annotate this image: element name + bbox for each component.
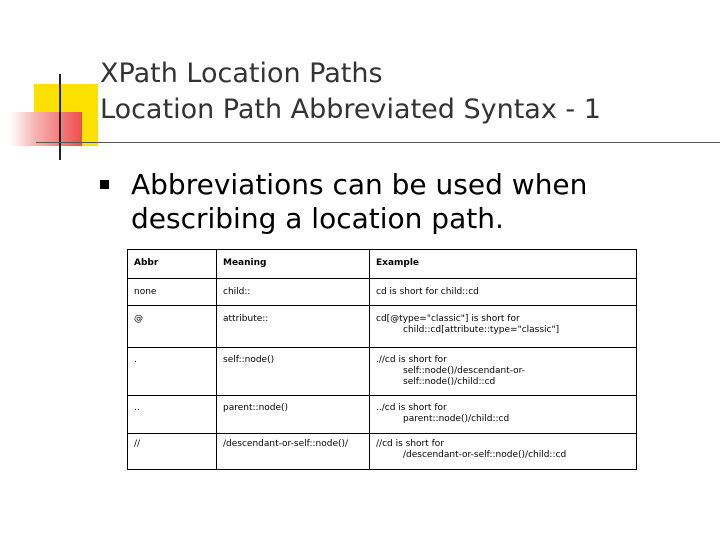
title-line-2: Location Path Abbreviated Syntax - 1: [100, 94, 601, 125]
header-abbr: Abbr: [128, 250, 217, 279]
example-line: child::cd[attribute::type="classic"]: [403, 325, 560, 335]
example-line: //cd is short for: [376, 439, 445, 449]
cell-meaning: attribute::: [217, 306, 370, 348]
cell-meaning: parent::node(): [217, 396, 370, 434]
table-header-row: [128, 250, 637, 279]
example-line: cd[@type="classic"] is short for: [376, 314, 520, 324]
cell-abbr: //: [128, 434, 217, 470]
cell-example: [370, 306, 637, 348]
decorative-red-gradient-bar: [10, 112, 82, 146]
example-line: /descendant-or-self::node()/child::cd: [403, 450, 567, 460]
slide-title: [100, 56, 601, 128]
title-underline: [36, 142, 720, 143]
example-line: self::node()/descendant-or-: [403, 366, 526, 376]
abbreviation-table: [127, 249, 637, 470]
cell-abbr: .: [128, 348, 217, 396]
decorative-vertical-line: [59, 74, 61, 160]
table-row: [128, 434, 637, 470]
square-bullet-icon: [100, 180, 109, 189]
cell-abbr: none: [128, 279, 217, 306]
bullet-text: Abbreviations can be used when describing a location path.: [131, 168, 588, 235]
example-line: self::node()/child::cd: [403, 377, 496, 387]
table-row: [128, 396, 637, 434]
cell-example: [370, 434, 637, 470]
header-meaning: Meaning: [217, 250, 370, 279]
example-line: .//cd is short for: [376, 355, 447, 365]
table-row: [128, 306, 637, 348]
cell-meaning: child::: [217, 279, 370, 306]
example-line: ../cd is short for: [376, 403, 447, 413]
cell-meaning: self::node(): [217, 348, 370, 396]
table-row: [128, 279, 637, 306]
cell-abbr: @: [128, 306, 217, 348]
cell-example: [370, 348, 637, 396]
cell-abbr: ..: [128, 396, 217, 434]
cell-example: [370, 279, 637, 306]
example-line: cd is short for child::cd: [376, 287, 479, 297]
cell-meaning: /descendant-or-self::node()/: [217, 434, 370, 470]
example-line: parent::node()/child::cd: [403, 414, 510, 424]
table-row: [128, 348, 637, 396]
cell-example: [370, 396, 637, 434]
header-example: Example: [370, 250, 637, 279]
title-line-1: XPath Location Paths: [100, 58, 383, 89]
